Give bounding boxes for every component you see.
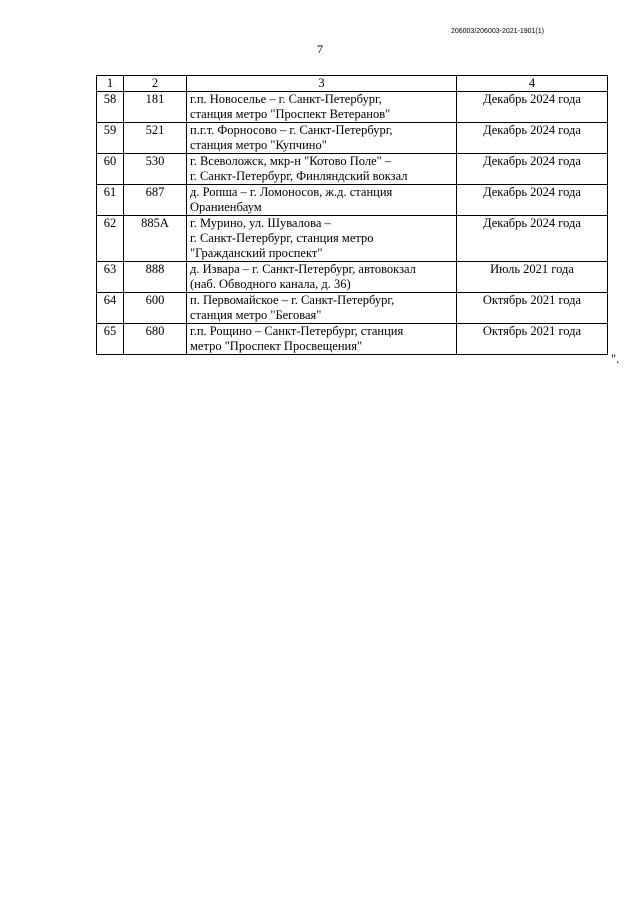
table-row bbox=[97, 185, 608, 216]
route-number-cell: 521 bbox=[124, 123, 187, 154]
document-id: 206003/206003-2021-1901(1) bbox=[450, 28, 544, 35]
routes-table bbox=[96, 75, 608, 355]
route-name-cell bbox=[187, 92, 457, 123]
row-number-cell: 60 bbox=[97, 154, 124, 185]
route-name-line: г. Всеволожск, мкр-н "Котово Поле" – bbox=[190, 154, 392, 168]
route-name-cell bbox=[187, 216, 457, 262]
route-number-cell: 888 bbox=[124, 262, 187, 293]
route-number-cell: 885А bbox=[124, 216, 187, 262]
date-cell: Июль 2021 года bbox=[457, 262, 608, 293]
table-row bbox=[97, 262, 608, 293]
route-name-line: станция метро "Проспект Ветеранов" bbox=[190, 107, 391, 121]
table-row bbox=[97, 92, 608, 123]
date-cell: Октябрь 2021 года bbox=[457, 324, 608, 355]
closing-quote-mark: ". bbox=[611, 352, 620, 366]
page-number: 7 bbox=[317, 42, 323, 56]
route-number-cell: 680 bbox=[124, 324, 187, 355]
date-cell: Декабрь 2024 года bbox=[457, 154, 608, 185]
table-header-row bbox=[97, 76, 608, 92]
route-name-line: станция метро "Купчино" bbox=[190, 138, 327, 152]
column-header: 4 bbox=[457, 76, 608, 92]
row-number-cell: 61 bbox=[97, 185, 124, 216]
route-name-cell bbox=[187, 154, 457, 185]
row-number-cell: 59 bbox=[97, 123, 124, 154]
date-cell: Декабрь 2024 года bbox=[457, 92, 608, 123]
column-header: 1 bbox=[97, 76, 124, 92]
column-header: 3 bbox=[187, 76, 457, 92]
route-name-cell bbox=[187, 324, 457, 355]
route-number-cell: 530 bbox=[124, 154, 187, 185]
table-body bbox=[97, 92, 608, 355]
route-name-line: (наб. Обводного канала, д. 36) bbox=[190, 277, 351, 291]
route-name-line: "Гражданский проспект" bbox=[190, 246, 323, 260]
row-number-cell: 64 bbox=[97, 293, 124, 324]
date-cell: Декабрь 2024 года bbox=[457, 185, 608, 216]
route-number-cell: 181 bbox=[124, 92, 187, 123]
route-name-line: г.п. Новоселье – г. Санкт-Петербург, bbox=[190, 92, 382, 106]
route-name-line: г.п. Рощино – Санкт-Петербург, станция bbox=[190, 324, 404, 338]
date-cell: Декабрь 2024 года bbox=[457, 123, 608, 154]
date-cell: Октябрь 2021 года bbox=[457, 293, 608, 324]
route-name-line: метро "Проспект Просвещения" bbox=[190, 339, 363, 353]
route-name-line: д. Извара – г. Санкт-Петербург, автовокзал bbox=[190, 262, 416, 276]
route-name-line: п. Первомайское – г. Санкт-Петербург, bbox=[190, 293, 395, 307]
route-number-cell: 687 bbox=[124, 185, 187, 216]
table-row bbox=[97, 154, 608, 185]
route-name-line: г. Санкт-Петербург, Финляндский вокзал bbox=[190, 169, 408, 183]
route-name-cell bbox=[187, 185, 457, 216]
route-name-line: г. Мурино, ул. Шувалова – bbox=[190, 216, 331, 230]
row-number-cell: 65 bbox=[97, 324, 124, 355]
row-number-cell: 62 bbox=[97, 216, 124, 262]
route-name-cell bbox=[187, 293, 457, 324]
row-number-cell: 58 bbox=[97, 92, 124, 123]
route-name-cell bbox=[187, 123, 457, 154]
row-number-cell: 63 bbox=[97, 262, 124, 293]
route-name-line: Ораниенбаум bbox=[190, 200, 262, 214]
route-name-line: г. Санкт-Петербург, станция метро bbox=[190, 231, 374, 245]
route-name-line: станция метро "Беговая" bbox=[190, 308, 322, 322]
table-row bbox=[97, 293, 608, 324]
column-header: 2 bbox=[124, 76, 187, 92]
route-name-cell bbox=[187, 262, 457, 293]
route-name-line: д. Ропша – г. Ломоносов, ж.д. станция bbox=[190, 185, 393, 199]
table-row bbox=[97, 324, 608, 355]
route-name-line: п.г.т. Форносово – г. Санкт-Петербург, bbox=[190, 123, 393, 137]
table-row bbox=[97, 123, 608, 154]
date-cell: Декабрь 2024 года bbox=[457, 216, 608, 262]
route-number-cell: 600 bbox=[124, 293, 187, 324]
table-row bbox=[97, 216, 608, 262]
